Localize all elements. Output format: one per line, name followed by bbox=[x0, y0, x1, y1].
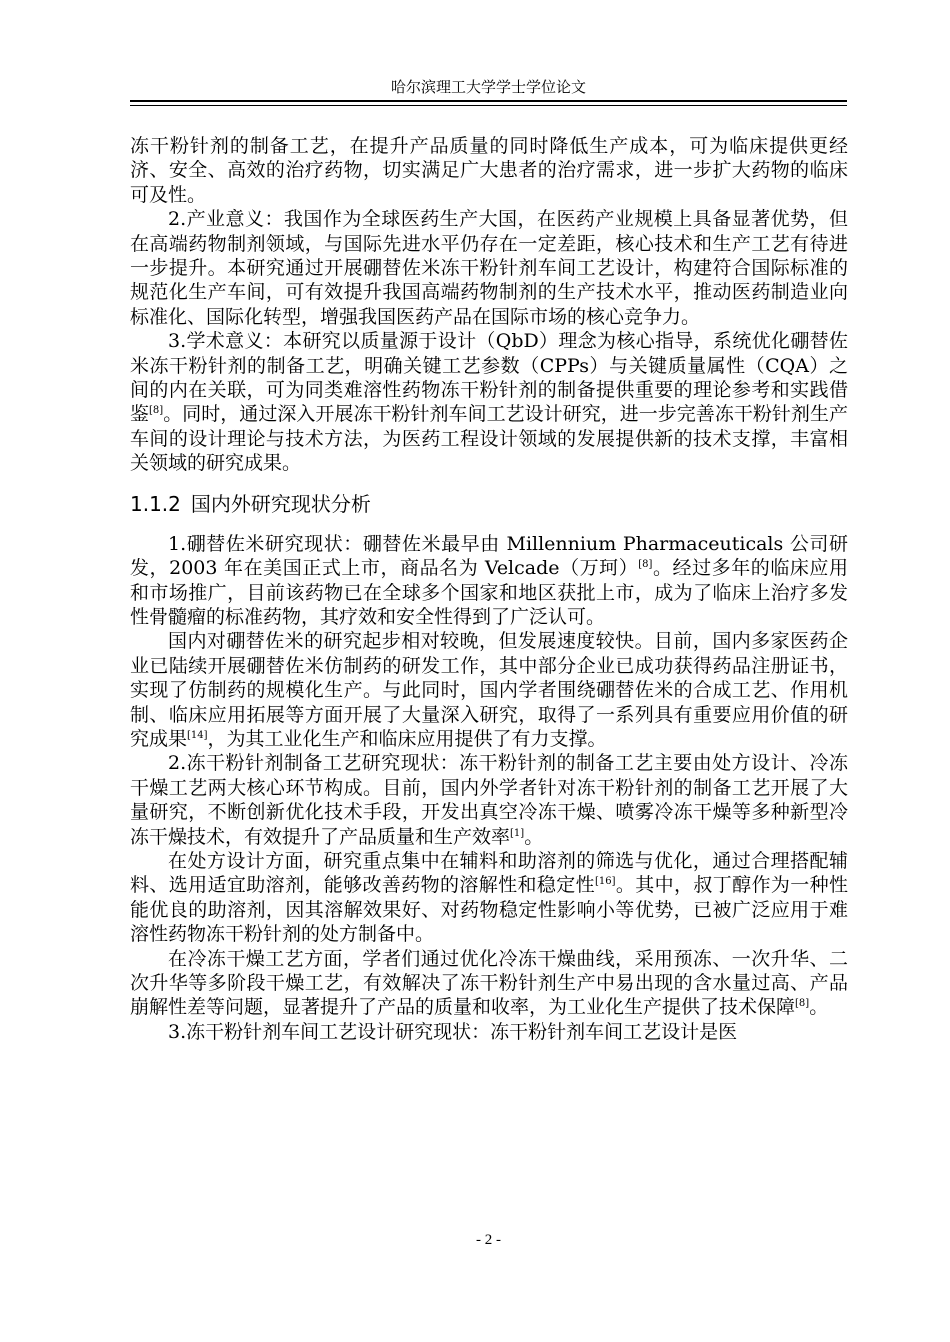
body-paragraph bbox=[130, 207, 848, 329]
body-paragraph bbox=[130, 849, 848, 947]
body-paragraph bbox=[130, 134, 848, 207]
paragraph-text: 2.产业意义：我国作为全球医药生产大国，在医药产业规模上具备显著优势，但在高端药物制剂领域，与国际先进水平仍存在一定差距，核心技术和生产工艺有待进一步提升。本研究通过开展硼替佐米冻干粉针剂车间工艺设计，构建符合国际标准的规范化生产车间，可有效提升我国高端药物制剂的生产技术水平，推动医药制造业向标准化、国际化转型，增强我国医药产品在国际市场的核心竞争力。 bbox=[130, 208, 848, 328]
body-paragraph bbox=[130, 947, 848, 1020]
header-rule bbox=[130, 100, 847, 106]
paragraph-text: 国内对硼替佐米的研究起步相对较晚，但发展速度较快。目前，国内多家医药企业已陆续开展硼替佐米仿制药的研发工作，其中部分企业已成功获得药品注册证书，实现了仿制药的规模化生产。与此同时，国内学者围绕硼替佐米的合成工艺、作用机制、临床应用拓展等方面开展了大量深入研究，取得了一系列具有重要应用价值的研究成果 bbox=[130, 630, 848, 750]
section-heading bbox=[130, 492, 848, 516]
page-number: - 2 - bbox=[476, 1232, 501, 1248]
paragraphs-before-section bbox=[130, 134, 848, 476]
paragraph-text: 。其中，叔丁醇作为一种性能优良的助溶剂，因其溶解效果好、对药物稳定性影响小等优势，已被广泛应用于难溶性药物冻干粉针剂的处方制备中。 bbox=[130, 874, 848, 946]
paragraph-text: 1.硼替佐米研究现状：硼替佐米最早由 Millennium Pharmaceuticals 公司研发，2003 年在美国正式上市，商品名为 Velcade（万珂） bbox=[130, 532, 848, 580]
paragraph-text: 在冷冻干燥工艺方面，学者们通过优化冷冻干燥曲线，采用预冻、一次升华、二次升华等多阶段干燥工艺，有效解决了冻干粉针剂生产中易出现的含水量过高、产品崩解性差等问题，显著提升了产品的质量和收率，为工业化生产提供了技术保障 bbox=[130, 947, 848, 1019]
paragraph-text: 。同时，通过深入开展冻干粉针剂车间工艺设计研究，进一步完善冻干粉针剂生产车间的设计理论与技术方法，为医药工程设计领域的发展提供新的技术支撑，丰富相关领域的研究成果。 bbox=[130, 403, 848, 475]
section-number: 1.1.2 bbox=[130, 491, 181, 516]
body-paragraph bbox=[130, 1020, 848, 1044]
paragraph-text: ，为其工业化生产和临床应用提供了有力支撑。 bbox=[207, 727, 607, 750]
body-paragraph bbox=[130, 629, 848, 751]
paragraph-text: 3.冻干粉针剂车间工艺设计研究现状：冻干粉针剂车间工艺设计是医 bbox=[168, 1020, 738, 1043]
citation-ref: [8] bbox=[638, 559, 653, 571]
citation-ref: [8] bbox=[795, 998, 810, 1010]
body-paragraph bbox=[130, 532, 848, 630]
paragraph-text: 。经过多年的临床应用和市场推广，目前该药物已在全球多个国家和地区获批上市，成为了临床上治疗多发性骨髓瘤的标准药物，其疗效和安全性得到了广泛认可。 bbox=[130, 557, 848, 628]
citation-ref: [16] bbox=[594, 876, 616, 888]
paragraph-text: 。 bbox=[809, 996, 829, 1019]
paragraphs-after-section bbox=[130, 532, 848, 1045]
paragraph-text: 冻干粉针剂的制备工艺，在提升产品质量的同时降低生产成本，可为临床提供更经济、安全、高效的治疗药物，切实满足广大患者的治疗需求，进一步扩大药物的临床可及性。 bbox=[130, 135, 848, 206]
paragraph-text: 。 bbox=[524, 825, 544, 848]
document-body bbox=[130, 134, 848, 1044]
paragraph-text: 在处方设计方面，研究重点集中在辅料和助溶剂的筛选与优化，通过合理搭配辅料、选用适宜助溶剂，能够改善药物的溶解性和稳定性 bbox=[130, 849, 848, 897]
body-paragraph bbox=[130, 751, 848, 849]
section-title: 国内外研究现状分析 bbox=[190, 491, 371, 516]
running-header: 哈尔滨理工大学学士学位论文 bbox=[390, 78, 586, 96]
citation-ref: [1] bbox=[510, 827, 525, 839]
paragraph-text: 3.学术意义：本研究以质量源于设计（QbD）理念为核心指导，系统优化硼替佐米冻干粉针剂的制备工艺，明确关键工艺参数（CPPs）与关键质量属性（CQA）之间的内在关联，可为同类难溶性药物冻干粉针剂的制备提供重要的理论参考和实践借鉴 bbox=[130, 330, 848, 426]
body-paragraph bbox=[130, 329, 848, 475]
citation-ref: [14] bbox=[187, 729, 208, 741]
paragraph-text: 2.冻干粉针剂制备工艺研究现状：冻干粉针剂的制备工艺主要由处方设计、冷冻干燥工艺两大核心环节构成。目前，国内外学者针对冻干粉针剂的制备工艺开展了大量研究，不断创新优化技术手段，开发出真空冷冻干燥、喷雾冷冻干燥等多种新型冷冻干燥技术，有效提升了产品质量和生产效率 bbox=[130, 752, 848, 848]
citation-ref: [8] bbox=[149, 405, 164, 417]
